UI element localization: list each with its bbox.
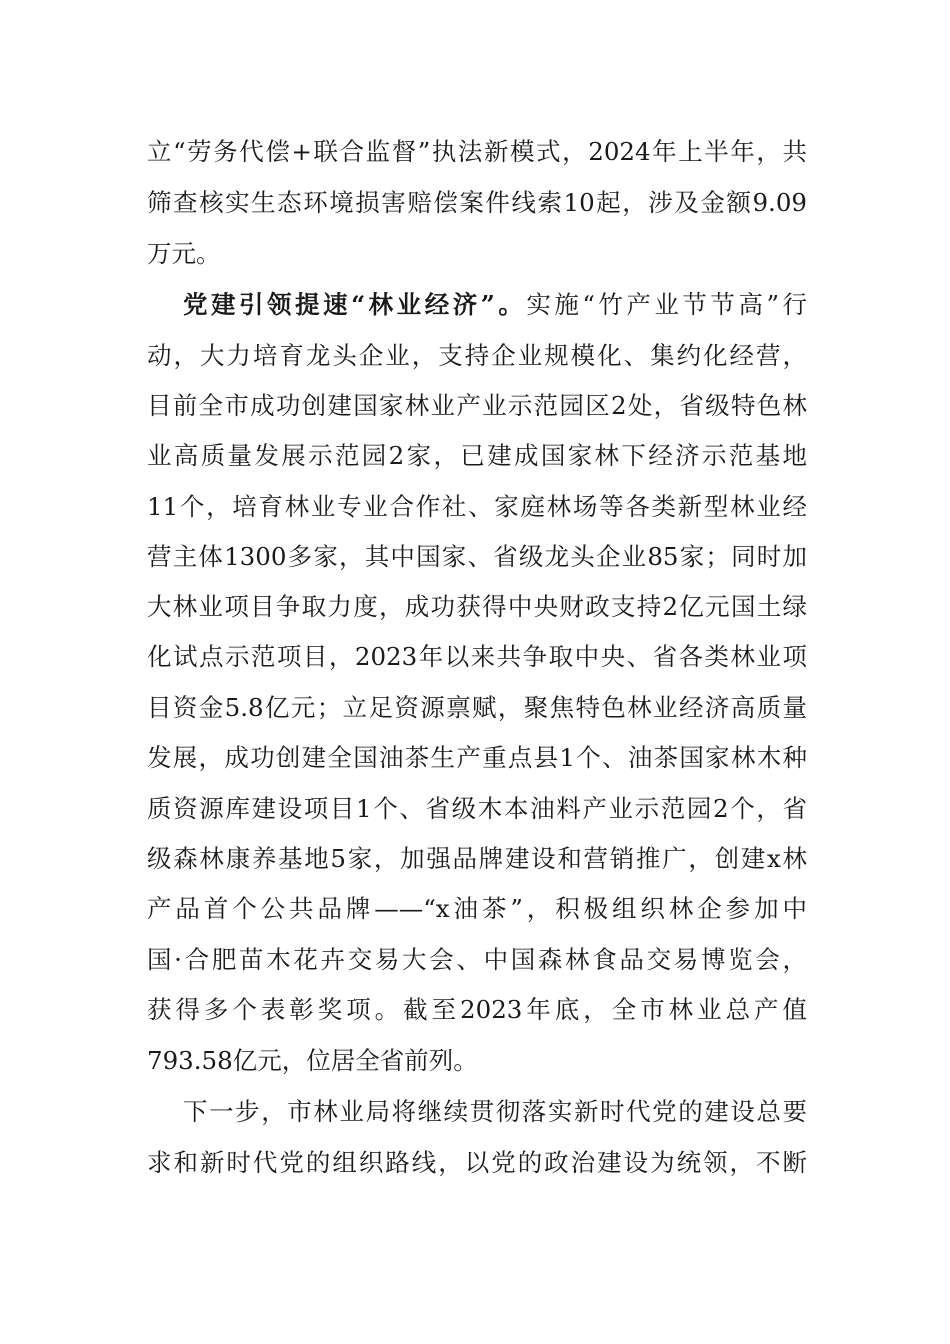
text-line: 11个，培育林业专业合作社、家庭林场等各类新型林业经	[147, 492, 807, 521]
paragraph-heading: 党建引领提速“林业经济”。	[183, 290, 527, 319]
text-line: 营主体1300多家，其中国家、省级龙头企业85家；同时加	[147, 542, 807, 571]
text-line: 大林业项目争取力度，成功获得中央财政支持2亿元国土绿	[147, 592, 807, 621]
text-line: 级森林康养基地5家，加强品牌建设和营销推广，创建x林	[147, 844, 807, 873]
text-line: 国·合肥苗木花卉交易大会、中国森林食品交易博览会，	[147, 945, 807, 974]
text-span: 实施“竹产业节节高”行	[526, 290, 807, 319]
paragraph-heading-line	[183, 285, 807, 325]
text-line: 目资金5.8亿元；立足资源禀赋，聚焦特色林业经济高质量	[147, 693, 807, 722]
text-line: 万元。	[147, 239, 221, 268]
text-line: 目前全市成功创建国家林业产业示范园区2处，省级特色林	[147, 391, 807, 420]
text-line: 793.58亿元，位居全省前列。	[147, 1046, 478, 1075]
text-line: 求和新时代党的组织路线，以党的政治建设为统领，不断	[147, 1148, 807, 1177]
text-line: 筛查核实生态环境损害赔偿案件线索10起，涉及金额9.09	[147, 188, 807, 217]
text-line: 下一步，市林业局将继续贯彻落实新时代党的建设总要	[183, 1097, 807, 1126]
text-line: 获得多个表彰奖项。截至2023年底，全市林业总产值	[147, 995, 807, 1024]
text-line: 质资源库建设项目1个、省级木本油料产业示范园2个，省	[147, 794, 807, 823]
text-line: 动，大力培育龙头企业，支持企业规模化、集约化经营，	[147, 341, 807, 370]
text-line: 化试点示范项目，2023年以来共争取中央、省各类林业项	[147, 642, 807, 671]
text-line: 发展，成功创建全国油茶生产重点县1个、油茶国家林木种	[147, 743, 807, 772]
text-line: 业高质量发展示范园2家，已建成国家林下经济示范基地	[147, 441, 807, 470]
text-line: 产品首个公共品牌——“x油茶”，积极组织林企参加中	[147, 894, 807, 923]
text-line: 立“劳务代偿+联合监督”执法新模式，2024年上半年，共	[147, 137, 807, 166]
